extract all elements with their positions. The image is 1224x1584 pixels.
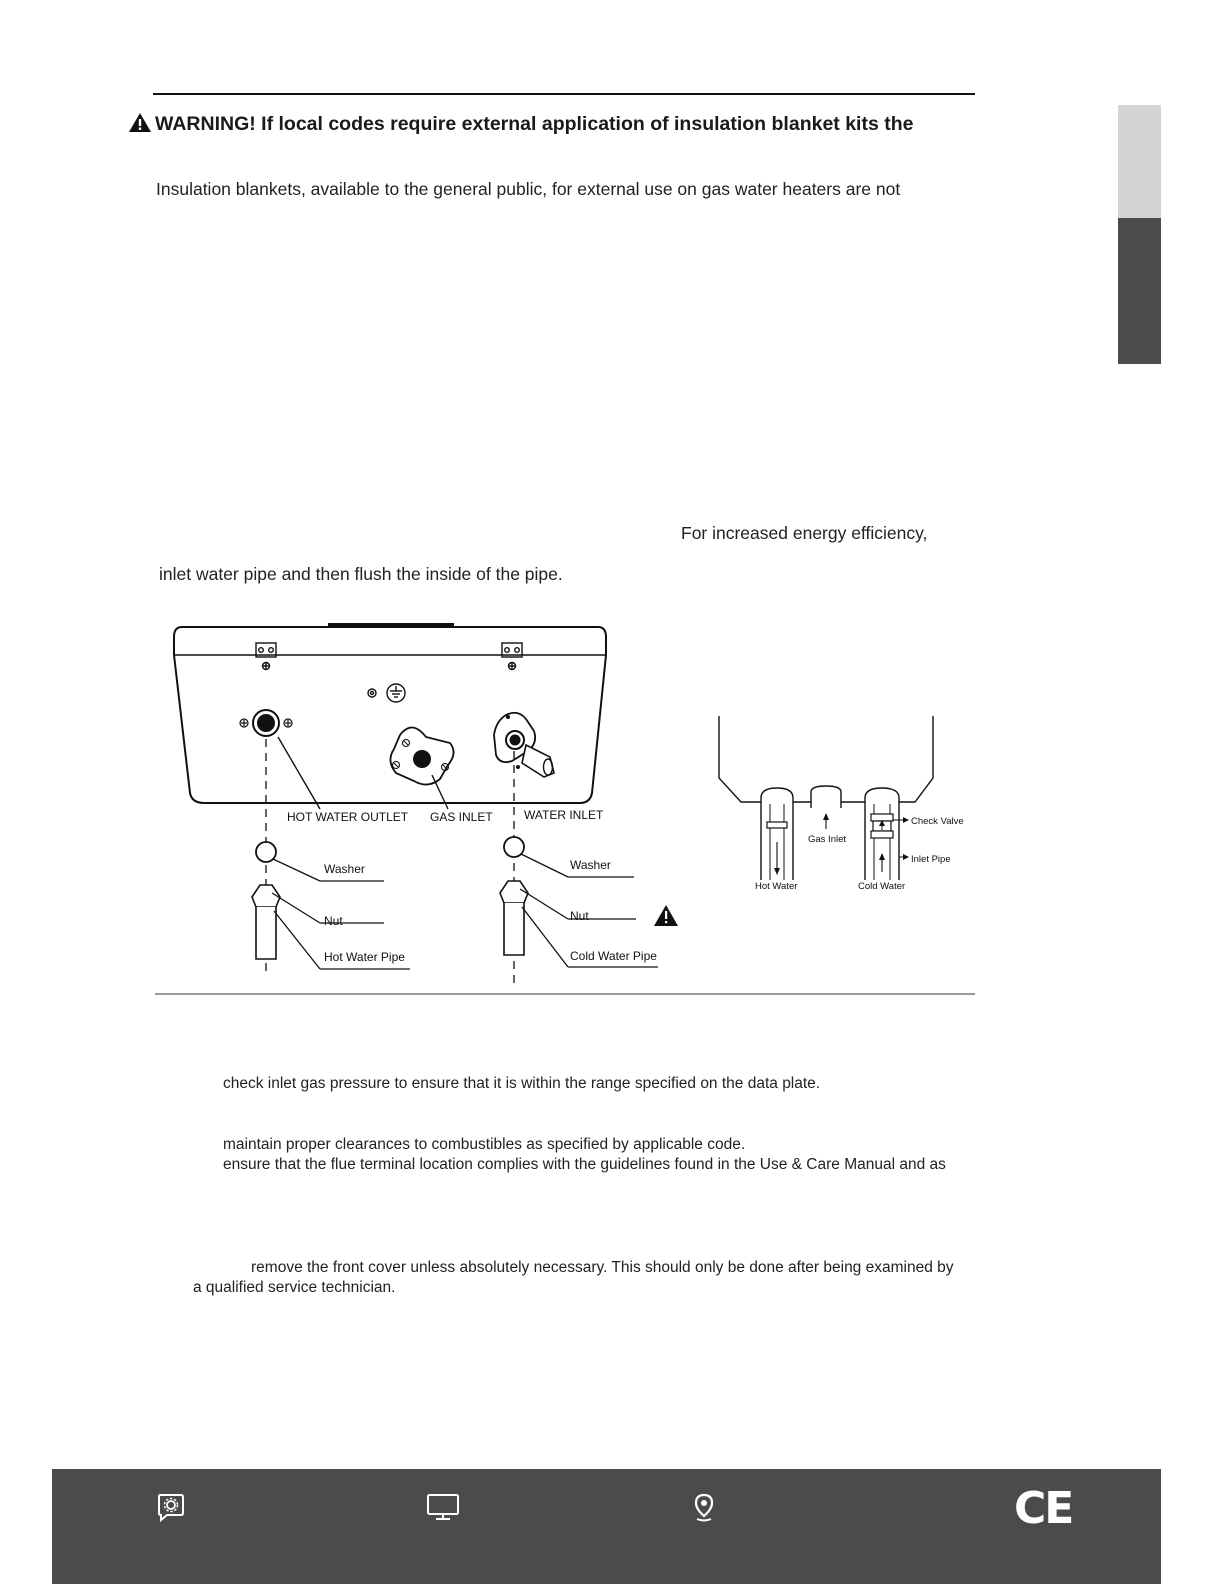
service-chat-icon[interactable] bbox=[155, 1491, 187, 1523]
side-tab-light bbox=[1118, 105, 1161, 218]
heater-connections-diagram bbox=[160, 615, 700, 990]
insulation-paragraph: Insulation blankets, available to the general public, for external use on gas water heaters are not bbox=[156, 179, 901, 199]
flush-paragraph: inlet water pipe and then flush the inside of the pipe. bbox=[159, 564, 563, 584]
instruction-flue: ensure that the flue terminal location complies with the guidelines found in the Use & Care Manual and as bbox=[223, 1156, 946, 1173]
location-pin-icon[interactable] bbox=[692, 1491, 716, 1523]
label-nut-right: Nut bbox=[570, 909, 589, 923]
instruction-check-gas: check inlet gas pressure to ensure that it is within the range specified on the data plate. bbox=[223, 1075, 821, 1092]
ground-symbol bbox=[368, 684, 405, 702]
warning-heading-text: WARNING! If local codes require external application of insulation blanket kits the bbox=[155, 113, 914, 135]
hot-water-outlet-fitting bbox=[240, 710, 292, 736]
warning-icon bbox=[128, 112, 152, 133]
label-hot-water: Hot Water bbox=[755, 881, 798, 892]
warning-heading bbox=[128, 112, 913, 136]
energy-paragraph: For increased energy efficiency, bbox=[681, 523, 928, 543]
label-cold-water: Cold Water bbox=[858, 881, 906, 892]
label-gas-inlet-right: Gas Inlet bbox=[808, 834, 847, 845]
ce-mark: CE bbox=[1014, 1483, 1073, 1534]
side-tab-dark bbox=[1118, 218, 1161, 364]
water-inlet-fitting bbox=[494, 713, 554, 777]
label-cold-water-pipe: Cold Water Pipe bbox=[570, 949, 657, 963]
gas-inlet-fitting bbox=[390, 727, 453, 784]
top-rule bbox=[153, 93, 975, 95]
instruction-front-cover: remove the front cover unless absolutely necessary. This should only be done after being examined by bbox=[251, 1259, 954, 1276]
label-hot-water-pipe: Hot Water Pipe bbox=[324, 950, 405, 964]
label-water-inlet: WATER INLET bbox=[524, 808, 604, 822]
label-gas-inlet: GAS INLET bbox=[430, 810, 493, 824]
instruction-clearances: maintain proper clearances to combustibles as specified by applicable code. bbox=[223, 1136, 746, 1153]
section-divider bbox=[155, 993, 975, 995]
label-inlet-pipe: Inlet Pipe bbox=[911, 854, 951, 865]
label-hot-water-outlet: HOT WATER OUTLET bbox=[287, 810, 409, 824]
monitor-icon[interactable] bbox=[426, 1491, 460, 1523]
label-washer-right: Washer bbox=[570, 858, 611, 872]
label-check-valve: Check Valve bbox=[911, 816, 964, 827]
check-valve-diagram bbox=[715, 712, 975, 897]
heater-body-outline bbox=[174, 627, 606, 803]
heater-side-outline bbox=[719, 716, 933, 802]
bracket-left bbox=[256, 643, 276, 670]
footer-bar bbox=[52, 1469, 1161, 1584]
caution-icon bbox=[654, 905, 678, 926]
bracket-right bbox=[502, 643, 522, 670]
instruction-technician: a qualified service technician. bbox=[193, 1279, 396, 1296]
label-washer-left: Washer bbox=[324, 862, 365, 876]
label-nut-left: Nut bbox=[324, 914, 343, 928]
